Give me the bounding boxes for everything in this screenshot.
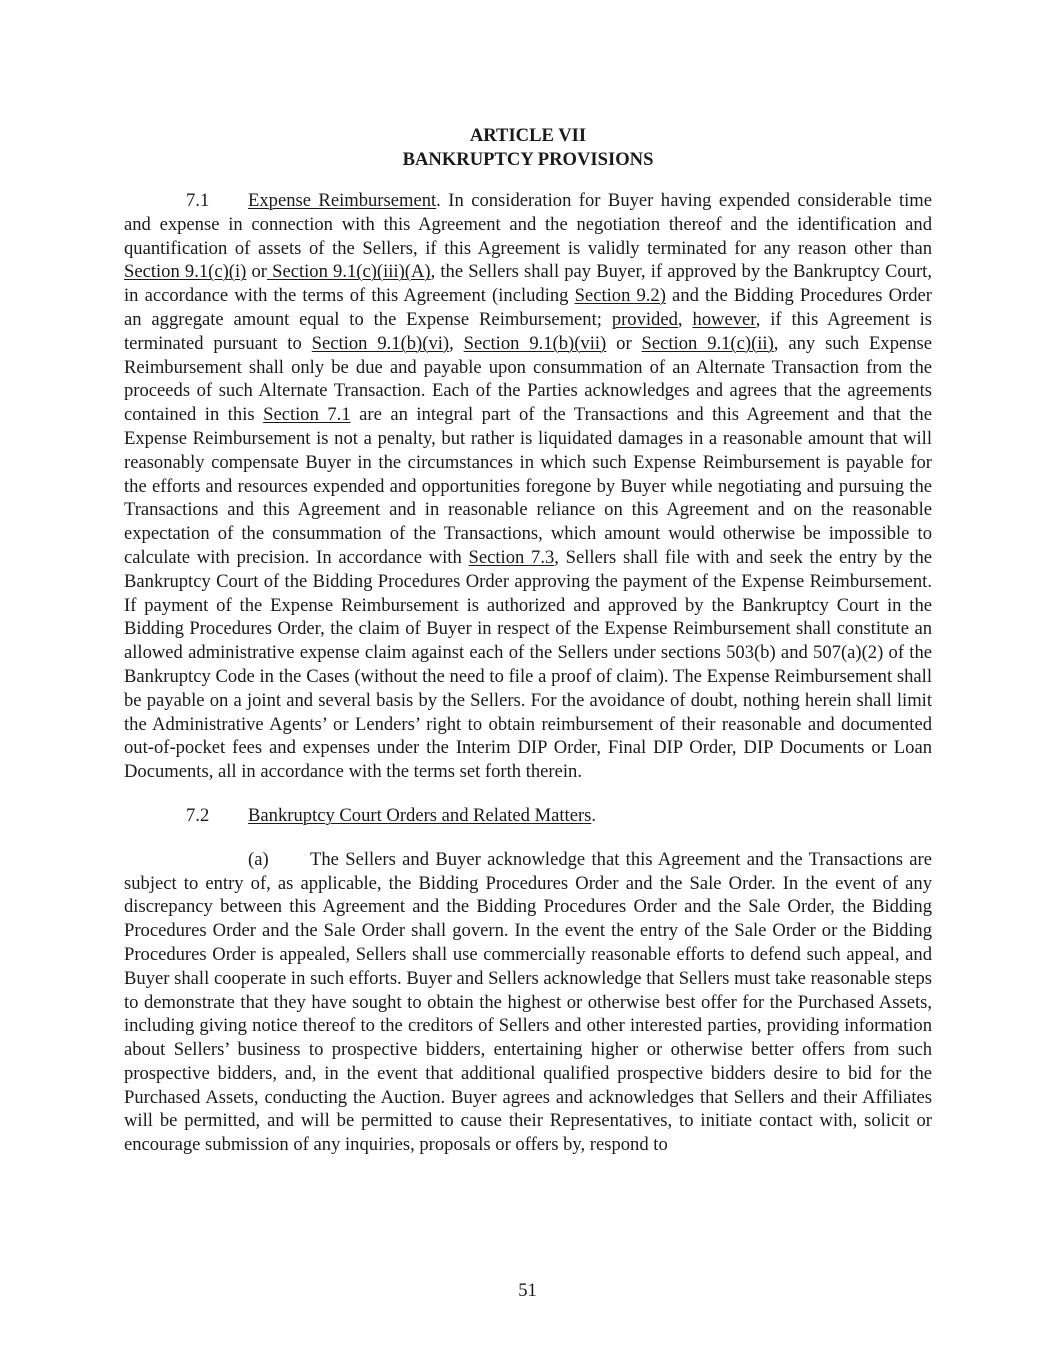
body-text: , if this Agreement is terminated pursuant to	[124, 308, 933, 354]
cross-reference: Section 9.1(c)(ii)	[641, 332, 774, 354]
page-number: 51	[518, 1280, 537, 1301]
body-text: , Sellers shall file with and seek the entry by the Bankruptcy Court of the Bidding Procedures Order approving the payment of the Expense Reimbursement. If payment of the Expense Reimbursement is authorized and approved by the Bankruptcy Court in the Bidding Procedures Order, the claim of Buyer in respect of the Expense Reimbursement shall constitute an allowed administrative expense claim against each of the Sellers under sections 503(b) and 507(a)(2) of the Bankruptcy Code in the Cases (without the need to file a proof of claim). The Expense Reimbursement shall be payable on a joint and several basis by the Sellers. For the avoidance of doubt, nothing herein shall limit the Administrative Agents’ or Lenders’ right to obtain reimbursement of their reasonable and documented out-of-pocket fees and expenses under the Interim DIP Order, Final DIP Order, DIP Documents or Loan Documents, all in accordance with the terms set forth therein.	[124, 546, 932, 783]
cross-reference: Section 7.3	[468, 546, 555, 568]
cross-reference: Section 9.2)	[574, 285, 666, 307]
cross-reference: Section 9.1(c)(i)	[124, 261, 247, 283]
body-text: . In consideration for Buyer having expended considerable time and expense in connection with this Agreement and the negotiation thereof and the identification and quantification of assets of the Sellers, if this Agreement is validly terminated for any reason other than	[124, 190, 932, 259]
body-text: ,	[449, 332, 464, 354]
section-heading: Bankruptcy Court Orders and Related Matters	[248, 804, 592, 826]
body-text: .	[591, 804, 597, 826]
cross-reference: Section 9.1(b)(vi)	[311, 332, 450, 354]
body-text: or	[606, 332, 642, 354]
body-text: , any such Expense Reimbursement shall only be due and payable upon consummation of an Alternate Transaction from the proceeds of such Alternate Transaction. Each of the Parties acknowledges and agrees that the agreements contained in this	[124, 332, 933, 426]
body-text: , the Sellers shall pay Buyer, if approved by the Bankruptcy Court, in accordance with the terms of this Agreement (including	[124, 261, 932, 307]
section-7-1-paragraph	[124, 189, 932, 784]
document-page	[124, 124, 932, 1157]
section-number: 7.2	[186, 804, 210, 826]
section-heading: Expense Reimbursement	[248, 190, 437, 211]
section-7-2-a-paragraph	[124, 848, 932, 1157]
emphasis-provided: provided	[611, 308, 678, 330]
article-title: BANKRUPTCY PROVISIONS	[402, 149, 654, 170]
body-text: and the Bidding Procedures Order an aggregate amount equal to the Expense Reimbursement;	[124, 285, 932, 330]
cross-reference: Section 7.1	[263, 404, 351, 426]
body-text: are an integral part of the Transactions and this Agreement and that the Expense Reimbursement is not a penalty, but rather is liquidated damages in a reasonable amount that will reasonably compensate Buyer in the circumstances in which such Expense Reimbursement is payable for the efforts and resources expended and opportunities foregone by Buyer while negotiating and pursuing the Transactions and this Agreement and in reasonable reliance on this Agreement and on the reasonable expectation of the consummation of the Transactions, which amount would otherwise be impossible to calculate with precision. In accordance with	[124, 404, 932, 568]
cross-reference: Section 9.1(c)(iii)(A)	[266, 261, 431, 283]
body-text: ,	[677, 308, 693, 330]
section-number: 7.1	[186, 190, 210, 211]
body-text: The Sellers and Buyer acknowledge that this Agreement and the Transactions are subject to entry of, as applicable, the Bidding Procedures Order and the Sale Order. In the event of any discrepancy between this Agreement and the Bidding Procedures Order and the Sale Order, the Bidding Procedures Order and the Sale Order shall govern. In the event the entry of the Sale Order or the Bidding Procedures Order is appealed, Sellers shall use commercially reasonable efforts to defend such appeal, and Buyer shall cooperate in such efforts. Buyer and Sellers acknowledge that Sellers must take reasonable steps to demonstrate that they have sought to obtain the highest or otherwise best offer for the Purchased Assets, including giving notice thereof to the creditors of Sellers and other interested parties, providing information about Sellers’ business to prospective bidders, entertaining higher or otherwise better offers from such prospective bidders, and, in the event that additional qualified prospective bidders desire to bid for the Purchased Assets, conducting the Auction. Buyer agrees and acknowledges that Sellers and their Affiliates will be permitted, and will be permitted to cause their Representatives, to initiate contact with, solicit or encourage submission of any inquiries, proposals or offers by, respond to	[124, 848, 932, 1156]
cross-reference: Section 9.1(b)(vii)	[463, 332, 607, 354]
emphasis-however: however	[692, 308, 756, 330]
body-text: or	[246, 261, 267, 283]
section-7-2-heading-line	[124, 804, 932, 828]
subsection-label: (a)	[248, 848, 269, 870]
article-number: ARTICLE VII	[469, 125, 587, 146]
